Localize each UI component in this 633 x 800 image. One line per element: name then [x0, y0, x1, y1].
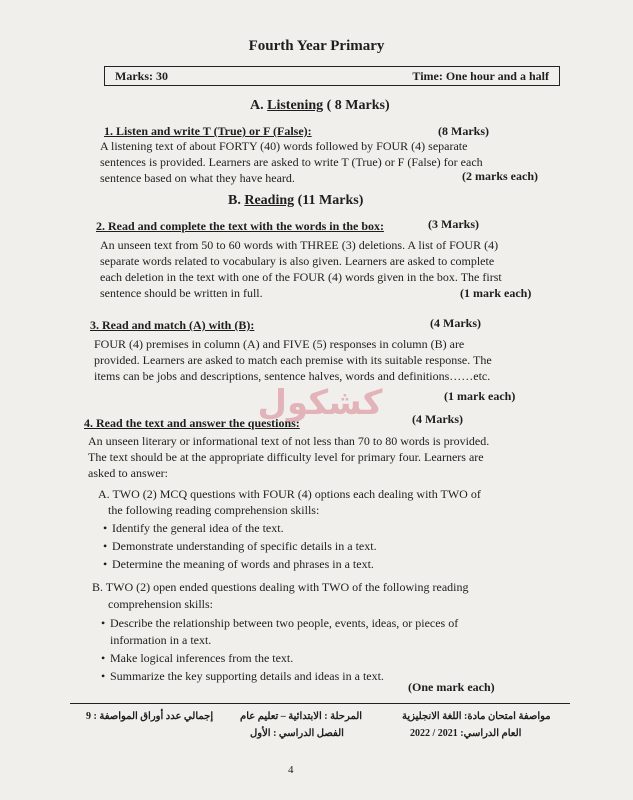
q4-marks: (4 Marks)	[412, 412, 463, 426]
q1-marks: (8 Marks)	[438, 124, 489, 138]
q2-line: An unseen text from 50 to 60 words with THREE (3) deletions. A list of FOUR (4)	[100, 238, 499, 252]
q4-part-b-line: B. TWO (2) open ended questions dealing with TWO of the following reading	[92, 580, 469, 594]
q2-marks: (3 Marks)	[428, 217, 479, 231]
q4-part-a-bullet: • Determine the meaning of words and phrases in a text.	[112, 557, 374, 572]
page-title: Fourth Year Primary	[248, 38, 385, 54]
q4-part-a-line: A. TWO (2) MCQ questions with FOUR (4) options each dealing with TWO of	[98, 487, 481, 501]
section-b-marks: (11 Marks)	[297, 193, 364, 208]
marks-time-bar	[104, 66, 560, 86]
q3-each: (1 mark each)	[444, 389, 516, 403]
page-number: 4	[288, 764, 294, 776]
q2-line: each deletion in the text with one of the FOUR (4) words given in the box. The first	[100, 270, 502, 284]
q4-part-b-bullet: • Describe the relationship between two people, events, ideas, or pieces of	[110, 616, 458, 631]
footer-stage: المرحلة : الابتدائية – تعليم عام	[240, 711, 363, 722]
section-a-prefix: A.	[250, 98, 264, 113]
q2-line: separate words related to vocabulary is also given. Learners are asked to complete	[100, 254, 495, 268]
q4-part-b-line: comprehension skills:	[108, 597, 213, 611]
q4-label: 4. Read the text and answer the questions:	[84, 416, 300, 430]
footer-divider	[70, 703, 570, 704]
footer-spec: مواصفة امتحان مادة: اللغة الانجليزية	[402, 711, 551, 722]
q4-line: An unseen literary or informational text of not less than 70 to 80 words is provided.	[88, 434, 490, 448]
q4-part-a-bullet: • Identify the general idea of the text.	[112, 521, 284, 536]
q3-line: items can be jobs and descriptions, sentence halves, words and definitions……etc.	[94, 369, 491, 383]
q2-each: (1 mark each)	[460, 286, 532, 300]
q4-part-b-bullet: • Summarize the key supporting details and ideas in a text.	[110, 669, 384, 684]
q4-part-a-bullet: • Demonstrate understanding of specific details in a text.	[112, 539, 377, 554]
q4-line: asked to answer:	[88, 466, 168, 480]
q3-marks: (4 Marks)	[430, 316, 481, 330]
footer-term: الفصل الدراسي : الأول	[250, 728, 344, 739]
exam-time: Time: One hour and a half	[412, 69, 549, 83]
total-marks: Marks: 30	[115, 69, 168, 83]
section-b-prefix: B.	[228, 193, 241, 208]
q4-part-b-bullet: • Make logical inferences from the text.	[110, 651, 293, 666]
q1-label: 1. Listen and write T (True) or F (False):	[104, 124, 312, 138]
footer-year: العام الدراسي: 2021 / 2022	[410, 728, 522, 739]
q2-line: sentence should be written in full.	[100, 286, 263, 300]
footer-total: إجمالي عدد أوراق المواصفة : 9	[86, 711, 214, 722]
q1-line: sentence based on what they have heard.	[100, 171, 295, 185]
section-a-marks: ( 8 Marks)	[326, 98, 390, 113]
q4-line: The text should be at the appropriate difficulty level for primary four. Learners are	[88, 450, 484, 464]
q1-line: A listening text of about FORTY (40) words followed by FOUR (4) separate	[100, 139, 468, 153]
q3-label: 3. Read and match (A) with (B):	[90, 318, 255, 332]
q1-line: sentences is provided. Learners are asked to write T (True) or F (False) for each	[100, 155, 483, 169]
q3-line: FOUR (4) premises in column (A) and FIVE (5) responses in column (B) are	[94, 337, 465, 351]
q1-each: (2 marks each)	[462, 169, 538, 183]
section-a-name: Listening	[267, 98, 324, 113]
section-b-name: Reading	[244, 193, 295, 208]
q4-part-a-line: the following reading comprehension skills:	[108, 503, 320, 517]
q4-part-b-bullet-cont: information in a text.	[110, 633, 212, 647]
q2-label: 2. Read and complete the text with the words in the box:	[96, 219, 384, 233]
q4-each: (One mark each)	[408, 680, 495, 694]
section-a-heading	[250, 98, 390, 114]
watermark-text: كشكول	[257, 383, 383, 422]
section-b-heading	[228, 193, 363, 209]
q3-line: provided. Learners are asked to match each premise with its suitable response. The	[94, 353, 492, 367]
